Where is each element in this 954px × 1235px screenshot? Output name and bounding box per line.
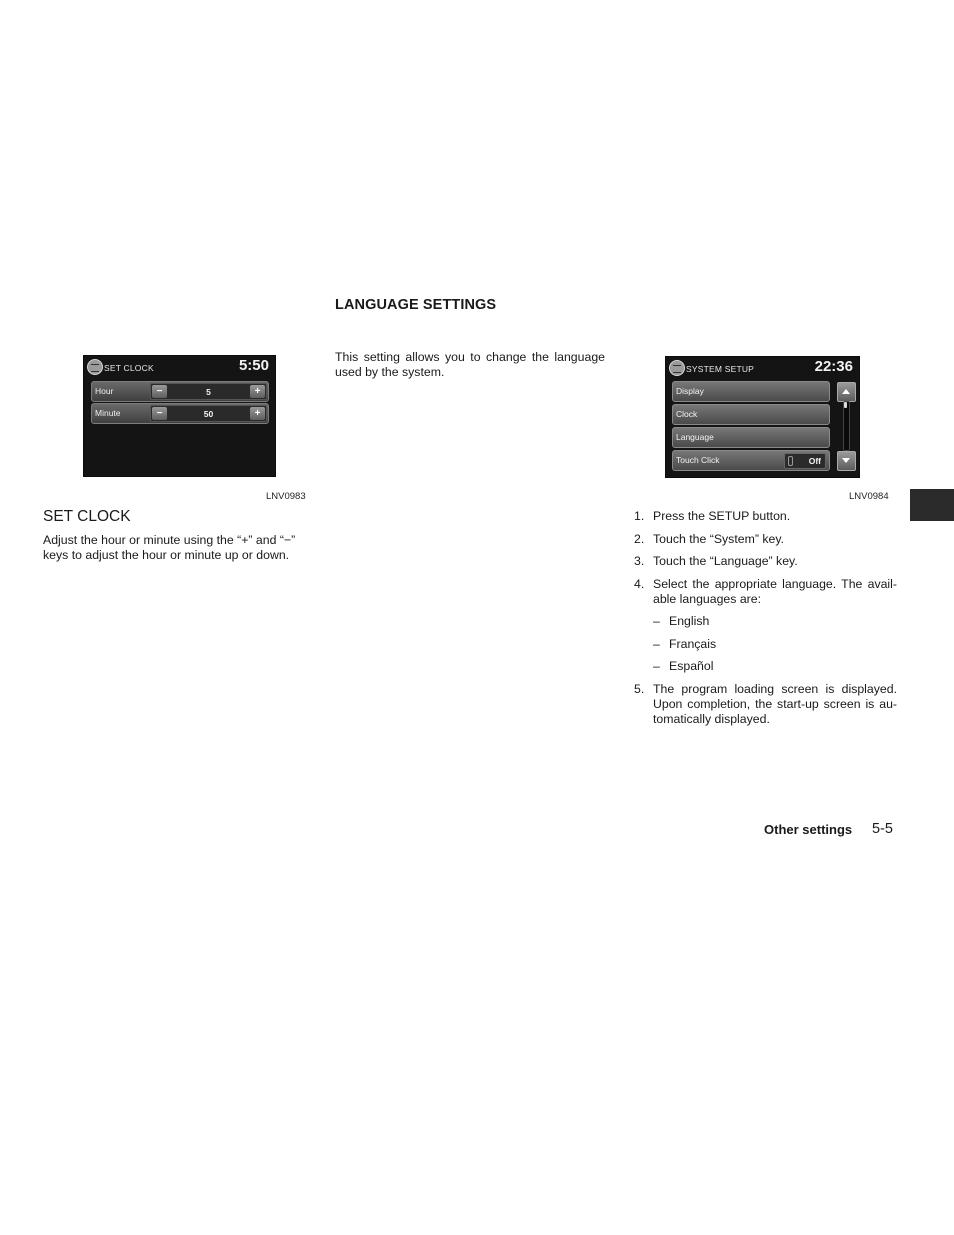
scroll-up-button bbox=[837, 382, 856, 402]
menu-item-label: Display bbox=[676, 386, 704, 396]
minute-stepper bbox=[150, 405, 267, 422]
step-item bbox=[634, 682, 897, 727]
set-clock-heading: SET CLOCK bbox=[43, 508, 131, 525]
minute-plus-button: + bbox=[250, 407, 265, 420]
home-menu-icon bbox=[669, 360, 685, 376]
footer-page-number: 5-5 bbox=[872, 821, 893, 837]
step-text: Select the appropriate language. The avail-able languages are: bbox=[653, 576, 897, 606]
language-item bbox=[653, 659, 897, 674]
step-text-with-sublist bbox=[653, 577, 897, 675]
language-item bbox=[653, 637, 897, 652]
minute-minus-button: − bbox=[152, 407, 167, 420]
figure-code-lnv0984: LNV0984 bbox=[849, 491, 889, 502]
language-settings-intro: This setting allows you to change the language used by the system. bbox=[335, 350, 605, 379]
arrow-up-icon bbox=[842, 389, 850, 394]
minute-label: Minute bbox=[95, 408, 121, 418]
hour-plus-button: + bbox=[250, 385, 265, 398]
step-text: The program loading screen is displayed. Upon completion, the start-up screen is au-tomatically displayed. bbox=[653, 681, 897, 726]
system-setup-screen-time: 22:36 bbox=[814, 358, 853, 375]
home-menu-icon bbox=[87, 359, 103, 375]
menu-item-clock bbox=[672, 404, 830, 425]
step-number: 3. bbox=[634, 554, 645, 568]
minute-value: 50 bbox=[203, 409, 214, 419]
set-clock-screen-time: 5:50 bbox=[238, 357, 269, 374]
dash-bullet: – bbox=[653, 636, 660, 651]
system-setup-screen-title-bar bbox=[666, 357, 859, 379]
language-item bbox=[653, 614, 897, 629]
menu-item-touch-click bbox=[672, 450, 830, 471]
arrow-down-icon bbox=[842, 458, 850, 463]
system-setup-screen-image bbox=[665, 356, 860, 478]
menu-item-label: Language bbox=[676, 432, 714, 442]
minute-row bbox=[91, 403, 269, 424]
menu-item-label: Clock bbox=[676, 409, 698, 419]
language-name: Español bbox=[669, 659, 714, 673]
menu-item-label: Touch Click bbox=[676, 455, 720, 465]
language-settings-heading: LANGUAGE SETTINGS bbox=[335, 297, 497, 313]
hour-minus-button: − bbox=[152, 385, 167, 398]
step-item bbox=[634, 577, 897, 675]
figure-code-lnv0983: LNV0983 bbox=[266, 491, 306, 502]
menu-item-language bbox=[672, 427, 830, 448]
scrollbar-thumb bbox=[844, 402, 847, 408]
step-text: Press the SETUP button. bbox=[653, 509, 791, 523]
chapter-tab-marker bbox=[910, 489, 954, 521]
touch-click-toggle-state: Off bbox=[808, 456, 821, 466]
step-item bbox=[634, 554, 897, 569]
system-setup-screen-title: SYSTEM SETUP bbox=[686, 364, 755, 374]
step-item bbox=[634, 532, 897, 547]
step-number: 1. bbox=[634, 509, 645, 523]
scrollbar-track bbox=[843, 401, 850, 451]
step-number: 2. bbox=[634, 531, 645, 546]
languages-list bbox=[653, 614, 897, 674]
step-number: 5. bbox=[634, 681, 645, 696]
set-clock-screen-title: SET CLOCK bbox=[104, 363, 154, 373]
set-clock-screen-image bbox=[83, 355, 276, 477]
step-item bbox=[634, 509, 897, 524]
dash-bullet: – bbox=[653, 659, 660, 673]
set-clock-screen-title-bar bbox=[84, 356, 275, 378]
language-steps-list bbox=[634, 509, 897, 734]
hour-label: Hour bbox=[95, 386, 114, 396]
set-clock-body: Adjust the hour or minute using the “+” and “−” keys to adjust the hour or minute up or down. bbox=[43, 533, 296, 562]
step-text: Touch the “Language” key. bbox=[653, 554, 798, 568]
hour-stepper bbox=[150, 383, 267, 400]
hour-value: 5 bbox=[206, 387, 211, 397]
hour-row bbox=[91, 381, 269, 402]
touch-click-toggle bbox=[784, 453, 826, 469]
scroll-down-button bbox=[837, 451, 856, 471]
step-text: Touch the “System” key. bbox=[653, 531, 784, 546]
language-name: English bbox=[669, 614, 710, 628]
dash-bullet: – bbox=[653, 614, 660, 628]
footer-section-title: Other settings bbox=[764, 822, 853, 837]
menu-item-display bbox=[672, 381, 830, 402]
step-number: 4. bbox=[634, 576, 645, 591]
language-name: Français bbox=[669, 636, 717, 651]
toggle-slot-icon bbox=[788, 456, 793, 466]
